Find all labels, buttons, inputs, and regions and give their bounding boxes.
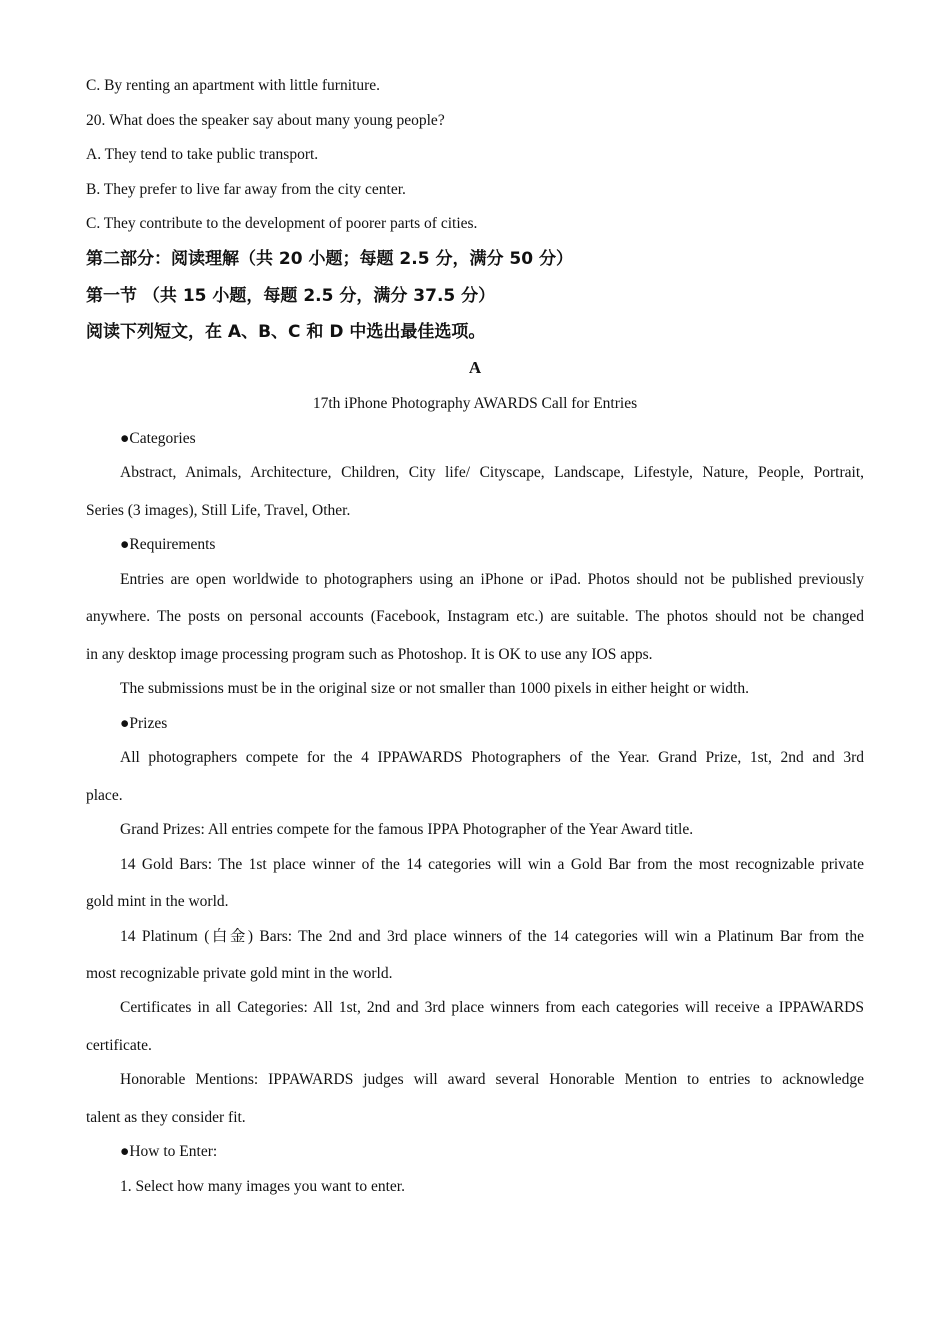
platinum-bars-line-1: 14 Platinum (白金) Bars: The 2nd and 3rd place winners of the 14 categories will win a Platinum Bar from the [120, 928, 864, 945]
requirements-line-1: Entries are open worldwide to photographers using an iPhone or iPad. Photos should not be published previously [120, 571, 864, 588]
requirements-line-3: in any desktop image processing program such as Photoshop. It is OK to use any IOS apps. [86, 646, 653, 663]
q20-option-a: A. They tend to take public transport. [86, 146, 319, 163]
prizes-line-1: All photographers compete for the 4 IPPAWARDS Photographers of the Year. Grand Prize, 1st, 2nd and 3rd [120, 749, 864, 766]
categories-line-2: Series (3 images), Still Life, Travel, Other. [86, 502, 351, 519]
part-two-heading: 第二部分：阅读理解（共 20 小题；每题 2.5 分，满分 50 分） [86, 249, 573, 269]
prizes-heading: ●Prizes [120, 715, 168, 732]
how-to-enter-heading: ●How to Enter: [120, 1143, 218, 1160]
platinum-bars-line-2: most recognizable private gold mint in the world. [86, 965, 393, 982]
q20-option-b: B. They prefer to live far away from the city center. [86, 181, 406, 198]
prizes-line-2: place. [86, 787, 123, 804]
requirements-line-2: anywhere. The posts on personal accounts (Facebook, Instagram etc.) are suitable. The photos should not be changed [86, 608, 864, 625]
honorable-mentions-line-1: Honorable Mentions: IPPAWARDS judges will award several Honorable Mention to entries to acknowledge [120, 1071, 864, 1088]
reading-instruction: 阅读下列短文，在 A、B、C 和 D 中选出最佳选项。 [86, 322, 486, 342]
gold-bars-line-2: gold mint in the world. [86, 893, 229, 910]
categories-line-1: Abstract, Animals, Architecture, Children, City life/ Cityscape, Landscape, Lifestyle, Nature, People, Portrait, [120, 464, 864, 481]
requirements-heading: ●Requirements [120, 536, 216, 553]
grand-prize-line: Grand Prizes: All entries compete for the famous IPPA Photographer of the Year Award title. [120, 821, 694, 838]
gold-bars-line-1: 14 Gold Bars: The 1st place winner of the 14 categories will win a Gold Bar from the most recognizable private [120, 856, 864, 873]
q20-option-c: C. They contribute to the development of poorer parts of cities. [86, 215, 478, 232]
certificates-line-2: certificate. [86, 1037, 152, 1054]
q20-question: 20. What does the speaker say about many young people? [86, 112, 445, 129]
how-to-enter-step-1: 1. Select how many images you want to enter. [120, 1178, 405, 1195]
honorable-mentions-line-2: talent as they consider fit. [86, 1109, 246, 1126]
certificates-line-1: Certificates in all Categories: All 1st, 2nd and 3rd place winners from each categories will receive a IPPAWARDS [120, 999, 864, 1016]
passage-letter: A [468, 358, 482, 377]
categories-heading: ●Categories [120, 430, 196, 447]
passage-title: 17th iPhone Photography AWARDS Call for Entries [312, 395, 638, 412]
q19-option-c: C. By renting an apartment with little furniture. [86, 77, 381, 94]
requirements-line-4: The submissions must be in the original size or not smaller than 1000 pixels in either height or width. [120, 680, 749, 697]
section-one-heading: 第一节 （共 15 小题，每题 2.5 分，满分 37.5 分） [86, 286, 496, 306]
